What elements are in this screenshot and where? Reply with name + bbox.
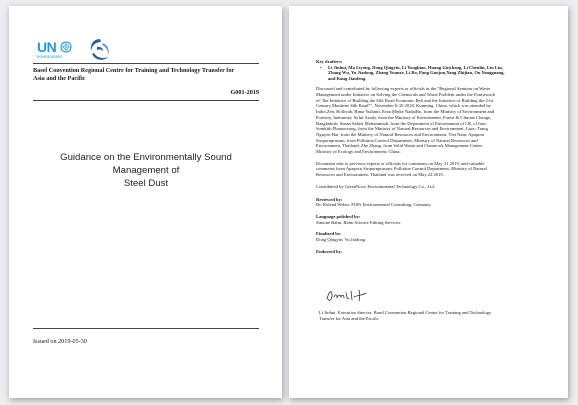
un-logo-text: UN [37,39,57,55]
endorser-line: Li Jinhui, Executive director, Basel Convention Regional Centre for Training and Technology [319,310,492,315]
reviewed-heading: Reviewed by: [316,196,343,202]
language-section [316,214,558,225]
key-drafters-heading: Key drafters: [316,59,343,64]
paragraph-line: Somkith Phanouvong, from the Ministry of Natural Resources and Environment, Laos; Trang [316,126,488,132]
endorser-line: Transfer for Asia and the Pacific [319,315,379,321]
paragraph-line: Forestry, Indonesia; Syful Azrah, from the Ministry of Environment, Forest & Climate Change, [316,114,492,120]
endorsed-section [316,249,558,255]
paragraph-line: Siripornprasarn, from Pollution Control Department, Ministry of Natural Resources and [316,137,478,143]
header-organization [33,67,261,83]
paragraph-line: Bangladesh; Susan Sabeti Mohammadi, from the Department of Environment of I.R. of Iran; [316,120,487,126]
finalized-text: Dong Qingyin, Yu Jiadong [316,237,366,243]
reviewed-section [316,197,558,208]
paragraph-line: Century Maritime Silk Road"", November 6-10 2018, Kunming, China, which was attended by [316,103,491,109]
language-text: Simone Balm, Balm Science Editing Services. [316,219,402,225]
seminar-paragraph [316,86,558,154]
paragraph-line: Nguyen Hai, from the Ministry of Natural Resources and Environment, Viet Nam; Apaporn [316,131,485,137]
paragraph-line: Discussed and contributed by following experts or officials in the "Regional Seminar on Waste [316,86,491,92]
header-line-1: Basel Convention Regional Centre for Training and Technology Transfer for [33,67,235,74]
signature-icon [323,285,369,305]
top-divider [33,63,259,64]
cover-page [9,6,282,398]
paragraph-line: Resources and Environment, Thailand was received on May 22 2019. [316,172,444,178]
document-code: G001-2019 [230,89,259,96]
un-emblem-icon [60,41,72,53]
paragraph-line: of "the Initiative of Building the Silk Road Economic Belt and the Initiative of Building the 21st [316,97,494,103]
document-title [33,151,259,190]
language-heading: Language polished by: [316,213,361,219]
paragraph-line: Document sent to previous experts or officials for comments on May 21 2019, and valuable [316,160,485,166]
paragraph-line: Environment, Thailand; Zhe Zhang, from Solid Waste and Chemicals Management Center, [316,143,484,149]
reviewed-text: Dr. Roland Weber, POPs Environmental Consulting, Germany. [316,202,432,208]
paragraph-line: Indra Zen, Rolliyah, Rima Yulianti, Erna Meike NaibaBo, from the Ministry of Environment and [316,109,495,115]
paragraph-line: Management under Initiative on Solving the Chemicals and Waste Problem under the Framework [316,92,496,98]
credits-page [289,6,568,398]
comments-paragraph [316,161,558,178]
header-divider [33,100,259,101]
key-drafters-list [316,65,558,82]
credits-body [316,59,558,254]
key-drafters-line: Li Jinhui, Ma Liyong, Dong Qingyin, Li Yongbiao, Huang Guicheng, Li Chenlin, Liu Lin, [328,64,503,70]
finalized-heading: Finalized by: [316,231,342,237]
header-line-2: Asia and the Pacific [33,75,86,82]
bullet: • [320,64,322,70]
contributed-by: Contributed by GreenNovo Environmental Technology Co., Ltd. [316,183,435,189]
title-line-2: Steel Dust [123,178,169,189]
paragraph-line: Ministry of Ecology and Environment, China. [316,149,401,155]
key-drafters-line: Zhang Wu, Yu Jiadong, Zhang Yuanze, Li Bo, Pang Guojun,Yang Zhijian, Ou Yangguang, [328,70,505,76]
issued-date: Issued on 2019-05-30 [33,338,87,345]
basel-convention-logo-icon [86,36,114,64]
finalized-section [316,231,558,242]
title-line-1: Guidance on the Environmentally Sound Management of [60,152,232,176]
un-logo-sub: environment [37,54,62,59]
paragraph-line: comments from Apaporn Siripornprasarn, Pollution Control Department, Ministry of Natural [316,166,487,172]
endorser-block [316,310,560,321]
key-drafters-line: and Kang Jianfeng. [328,76,367,82]
bottom-divider [33,328,259,329]
endorsed-heading: Endorsed by: [316,248,343,254]
